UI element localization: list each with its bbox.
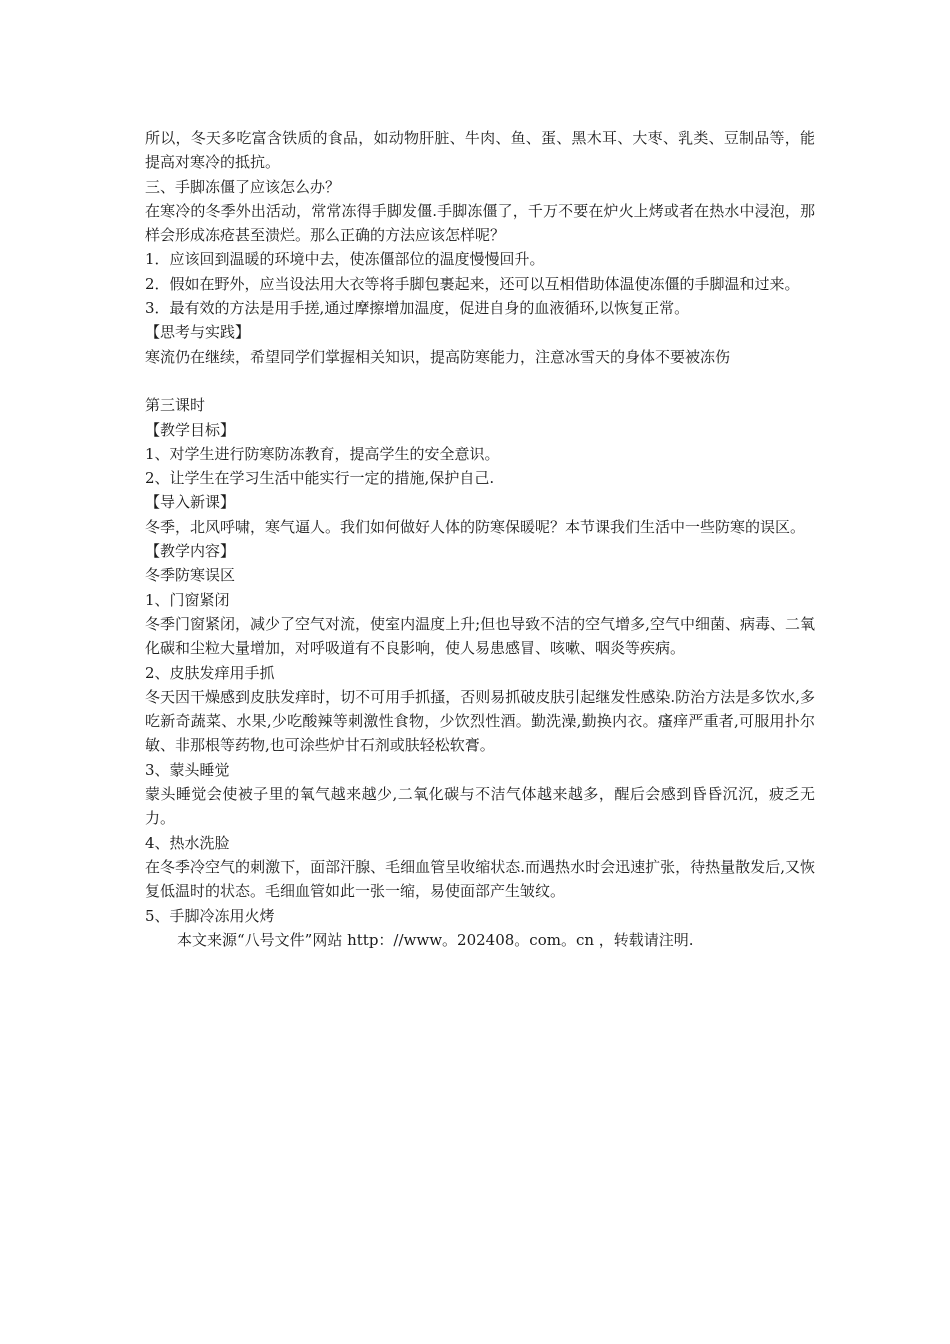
section-heading: 三、手脚冻僵了应该怎么办？ bbox=[145, 177, 341, 196]
section-heading: 【导入新课】 bbox=[145, 493, 236, 512]
paragraph: 在寒冷的冬季外出活动，常常冻得手脚发僵.手脚冻僵了，千万不要在炉火上烤或者在热水中浸泡，那样会形成冻疮甚至溃烂。那么正确的方法应该怎样呢？ bbox=[145, 201, 815, 245]
list-item: 1．应该回到温暖的环境中去，使冻僵部位的温度慢慢回升。 bbox=[145, 250, 545, 269]
subsection-title: 冬季防寒误区 bbox=[145, 566, 236, 585]
item-heading: 2、皮肤发痒用手抓 bbox=[145, 663, 275, 682]
paragraph: 寒流仍在继续，希望同学们掌握相关知识，提高防寒能力，注意冰雪天的身体不要被冻伤 bbox=[145, 347, 731, 366]
list-item: 3．最有效的方法是用手搓,通过摩擦增加温度，促进自身的血液循环,以恢复正常。 bbox=[145, 299, 690, 318]
lesson-title: 第三课时 bbox=[145, 396, 206, 415]
section-heading: 【思考与实践】 bbox=[145, 323, 251, 342]
paragraph: 冬季，北风呼啸，寒气逼人。我们如何做好人体的防寒保暖呢？本节课我们生活中一些防寒的误区。 bbox=[145, 517, 806, 536]
source-note: 本文来源“八号文件”网站 http：//www。202408。com。cn ，转载请注明. bbox=[177, 930, 694, 949]
paragraph: 冬季门窗紧闭，减少了空气对流，使室内温度上升;但也导致不洁的空气增多,空气中细菌、病毒、二氧化碳和尘粒大量增加，对呼吸道有不良影响，使人易患感冒、咳嗽、咽炎等疾病。 bbox=[145, 614, 815, 658]
section-heading: 【教学内容】 bbox=[145, 542, 236, 561]
blank-line bbox=[145, 369, 815, 393]
list-item: 1、对学生进行防寒防冻教育，提高学生的安全意识。 bbox=[145, 444, 500, 463]
paragraph: 冬天因干燥感到皮肤发痒时，切不可用手抓搔，否则易抓破皮肤引起继发性感染.防治方法是多饮水,多吃新奇蔬菜、水果,少吃酸辣等刺激性食物，少饮烈性酒。勤洗澡,勤换内衣。瘙痒严重者,可服用扑尔敏、非那根等药物,也可涂些炉甘石剂或肤轻松软膏。 bbox=[145, 687, 815, 755]
item-heading: 4、热水洗脸 bbox=[145, 833, 230, 852]
item-heading: 1、门窗紧闭 bbox=[145, 590, 230, 609]
paragraph: 在冬季冷空气的刺激下，面部汗腺、毛细血管呈收缩状态.而遇热水时会迅速扩张，待热量散发后,又恢复低温时的状态。毛细血管如此一张一缩，易使面部产生皱纹。 bbox=[145, 857, 815, 901]
item-heading: 5、手脚冷冻用火烤 bbox=[145, 906, 275, 925]
item-heading: 3、蒙头睡觉 bbox=[145, 760, 230, 779]
paragraph: 所以，冬天多吃富含铁质的食品，如动物肝脏、牛肉、鱼、蛋、黑木耳、大枣、乳类、豆制品等，能提高对寒冷的抵抗。 bbox=[145, 129, 815, 172]
list-item: 2．假如在野外，应当设法用大衣等将手脚包裹起来，还可以互相借助体温使冻僵的手脚温和过来。 bbox=[145, 274, 800, 293]
paragraph: 蒙头睡觉会使被子里的氧气越来越少,二氧化碳与不洁气体越来越多，醒后会感到昏昏沉沉，疲乏无力。 bbox=[145, 785, 815, 828]
document-body bbox=[145, 126, 815, 952]
section-heading: 【教学目标】 bbox=[145, 420, 236, 439]
list-item: 2、让学生在学习生活中能实行一定的措施,保护自己. bbox=[145, 469, 495, 488]
